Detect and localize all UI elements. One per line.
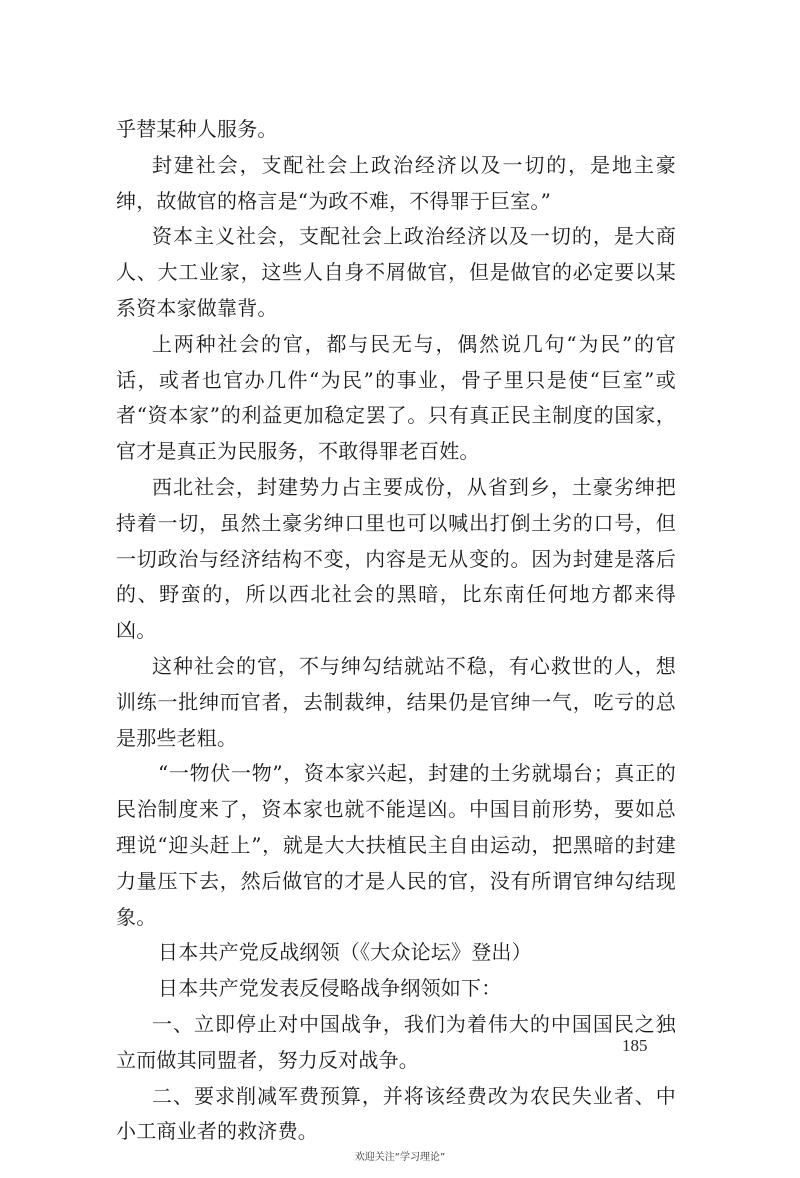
footer-note: 欢迎关注“学习理论” [354,1152,446,1163]
list-item-2: 二、要求削减军费预算，并将该经费改为农民失业者、中小工商业者的救济费。 [116,1083,676,1144]
body-text [116,112,676,1150]
paragraph-9: 日本共产党发表反侵略战争纲领如下： [158,976,502,1001]
paragraph-3: 资本主义社会，支配社会上政治经济以及一切的，是大商人、大工业家，这些人自身不屑做官，但是做官的必定要以某系资本家做靠背。 [116,224,676,320]
paragraph-5: 西北社会，封建势力占主要成份，从省到乡，土豪劣绅把持着一切，虽然土豪劣绅口里也可以喊出打倒土劣的口号，但一切政治与经济结构不变，内容是无从变的。因为封建是落后的、野蛮的，所以西北社会的黑暗，比东南任何地方都来得凶。 [116,474,676,643]
section-heading: 日本共产党反战纲领（《大众论坛》登出） [158,940,532,965]
page-number: 185 [622,1036,648,1055]
paragraph-4: 上两种社会的官，都与民无与，偶然说几句“为民”的官话，或者也官办几件“为民”的事业，骨子里只是使“巨室”或者“资本家”的利益更加稳定罢了。只有真正民主制度的国家，官才是真正为民服务，不敢得罪老百姓。 [116,331,676,464]
paragraph-7: “一物伏一物”，资本家兴起，封建的土劣就塌台；真正的民治制度来了，资本家也就不能逞凶。中国目前形势，要如总理说“迎头赶上”，就是大大扶植民主自由运动，把黑暗的封建力量压下去，然后做官的才是人民的官，没有所谓官绅勾结现象。 [116,761,676,929]
paragraph-2: 封建社会，支配社会上政治经济以及一切的，是地主豪绅，故做官的格言是“为政不难，不得罪于巨室。” [116,152,676,213]
paragraph-6: 这种社会的官，不与绅勾结就站不稳，有心救世的人，想训练一批绅而官者，去制裁绅，结果仍是官绅一气，吃亏的总是那些老粗。 [116,653,676,750]
paragraph-1: 乎替某种人服务。 [116,117,278,141]
list-item-1: 一、立即停止对中国战争，我们为着伟大的中国国民之独立而做其同盟者，努力反对战争。 [116,1011,676,1072]
